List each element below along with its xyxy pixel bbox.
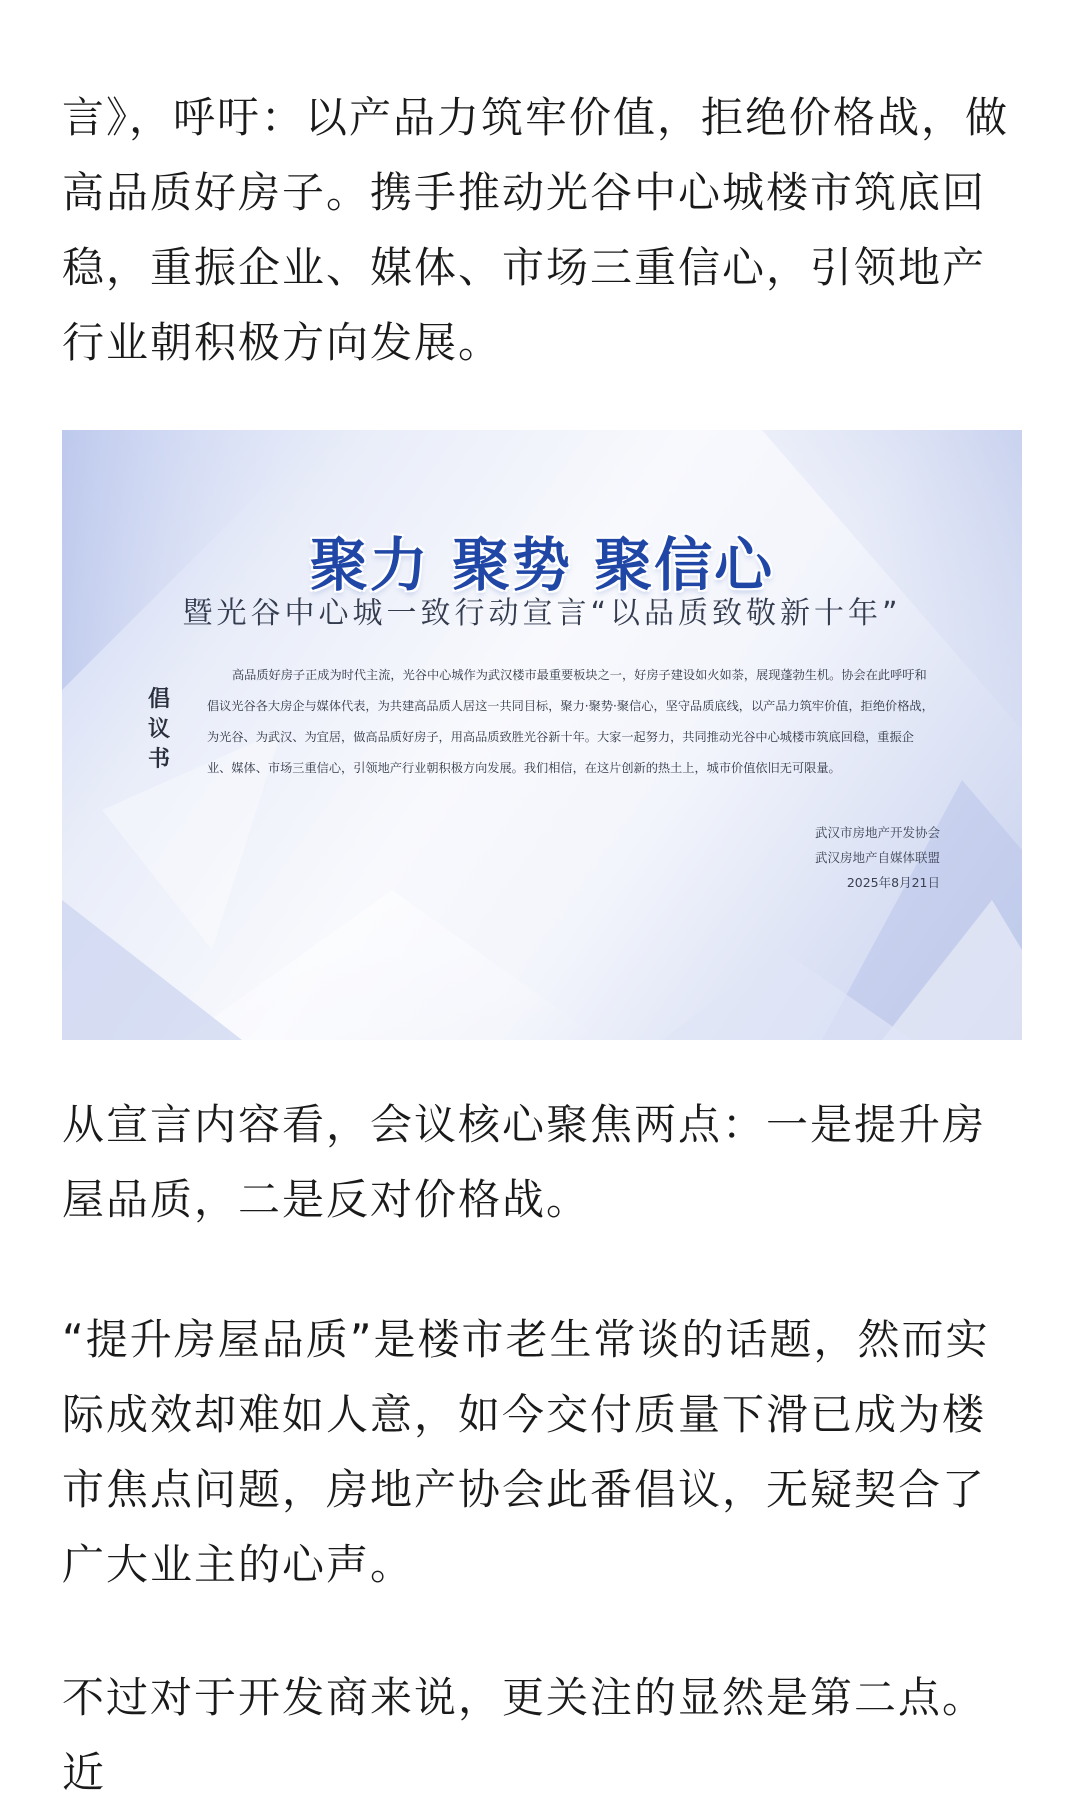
- poster-title: 聚力 聚势 聚信心: [309, 531, 775, 599]
- article-paragraph: “提升房屋品质”是楼市老生常谈的话题，然而实际成效却难如人意，如今交付质量下滑已成为楼市焦点问题，房地产协会此番倡议，无疑契合了广大业主的心声。: [62, 1315, 990, 1589]
- signatory: 武汉房地产自媒体联盟: [814, 850, 940, 865]
- poster-side-label: [144, 685, 174, 775]
- article-paragraph: 不过对于开发商来说，更关注的显然是第二点。近: [62, 1673, 987, 1797]
- poster-body-text: 高品质好房子正成为时代主流，光谷中心城作为武汉楼市最重要板块之一，好房子建设如火如荼，展现蓬勃生机。协会在此呼吁和倡议光谷各大房企与媒体代表，为共建高品质人居这一共同目标，聚力·聚势·聚信心，坚守品质底线，以产品力筑牢价值，拒绝价格战，为光谷、为武汉、为宜居，做高品质好房子，用高品质致胜光谷新十年。大家一起努力，共同推动光谷中心城楼市筑底回稳，重振企业、媒体、市场三重信心，引领地产行业朝积极方向发展。我们相信，在这片创新的热土上，城市价值依旧无可限量。: [207, 668, 934, 775]
- poster-date: 2025年8月21日: [846, 875, 940, 890]
- side-label-char: 议: [147, 717, 170, 742]
- article-paragraph: 从宣言内容看，会议核心聚焦两点：一是提升房屋品质，二是反对价格战。: [62, 1100, 987, 1224]
- declaration-poster-image: [62, 430, 1022, 1040]
- poster-subtitle: 暨光谷中心城一致行动宣言“以品质致敬新十年”: [182, 596, 902, 631]
- poster-signature-block: [815, 820, 940, 895]
- signatory: 武汉市房地产开发协会: [814, 825, 940, 840]
- article-paragraph: 言》，呼吁：以产品力筑牢价值，拒绝价格战，做高品质好房子。携手推动光谷中心城楼市筑底回稳，重振企业、媒体、市场三重信心，引领地产行业朝积极方向发展。: [62, 93, 1010, 367]
- side-label-char: 倡: [147, 687, 170, 712]
- side-label-char: 书: [147, 747, 170, 772]
